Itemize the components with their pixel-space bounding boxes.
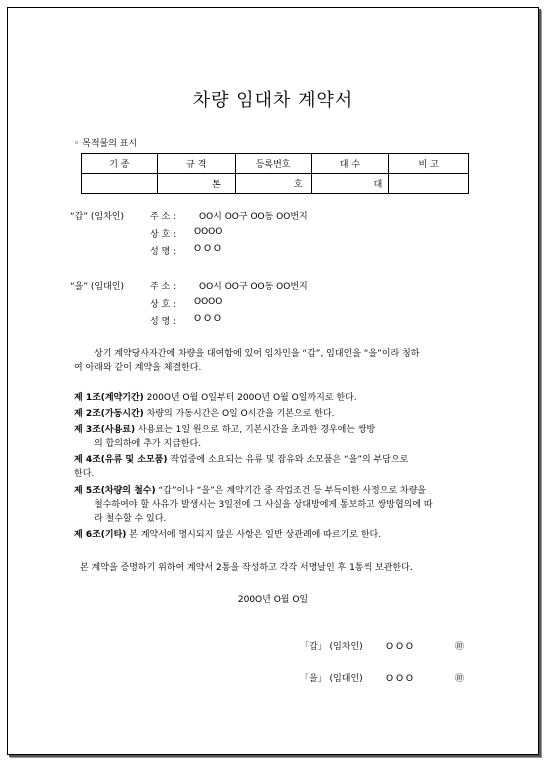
party-b-firm: OOOO xyxy=(194,297,223,307)
party-a-name: O O O xyxy=(194,244,221,254)
article-5-continued: 철수하여야 할 사유가 발생시는 3일전에 그 사실을 상대방에게 통보하고 쌍방협의에 따 xyxy=(94,500,433,510)
contract-date: 200O년 O월 O일 xyxy=(237,595,309,605)
document-title: 차량 임대차 계약서 xyxy=(192,90,354,111)
intro-line: 여 아래와 같이 계약을 체결한다. xyxy=(74,363,202,373)
table-cell: 호 xyxy=(235,174,311,194)
article-heading: 제 5조(차량의 철수) xyxy=(74,486,156,496)
party-a-firm: OOOO xyxy=(194,227,223,237)
table-row xyxy=(82,174,469,194)
article-4 xyxy=(74,454,408,467)
party-b-address: OO시 OO구 OO동 OO번지 xyxy=(199,282,308,292)
article-text: 본 계약서에 명시되지 않은 사항은 일반 상관례에 따르기로 한다. xyxy=(129,530,382,540)
subject-label: ◦ 목적물의 표시 xyxy=(74,139,138,149)
article-4-continued: 한다. xyxy=(74,469,95,479)
article-text: 작업중에 소요되는 유류 및 잡유와 소모품은 “을”의 부담으로 xyxy=(170,455,409,465)
article-heading: 제 1조(계약기간) xyxy=(74,393,144,403)
article-heading: 제 6조(기타) xyxy=(74,530,127,540)
party-a-firm-label: 상 호 : xyxy=(150,230,177,240)
table-cell: 대 xyxy=(311,174,389,194)
party-a-label: “갑” (임차인) xyxy=(70,212,124,222)
article-3 xyxy=(74,424,375,437)
article-text: 차량의 가동시간은 O일 O시간을 기본으로 한다. xyxy=(146,409,335,419)
party-b-address-label: 주 소 : xyxy=(150,282,177,292)
article-1 xyxy=(74,392,357,405)
signature-b-label: 「을」 (임대인) xyxy=(300,674,363,684)
contract-page xyxy=(7,7,539,755)
party-b-label: “을” (임대인) xyxy=(70,282,124,292)
party-b-name-label: 성 명 : xyxy=(150,317,177,327)
seal-icon: ㊞ xyxy=(455,642,465,652)
signature-a-name: O O O xyxy=(386,642,413,652)
table-header: 등록번호 xyxy=(235,154,311,174)
article-text: 200O년 O월 O일부터 200O년 O월 O일까지로 한다. xyxy=(146,393,357,403)
article-heading: 제 2조(가동시간) xyxy=(74,409,144,419)
table-cell xyxy=(389,174,469,194)
table-cell xyxy=(82,174,158,194)
party-a-address: OO시 OO구 OO동 OO번지 xyxy=(199,212,308,222)
article-6 xyxy=(74,529,381,542)
article-text: 사용료는 1일 원으로 하고, 기본시간을 초과한 경우에는 쌍방 xyxy=(137,425,376,435)
article-3-continued: 의 합의하에 추가 지급한다. xyxy=(94,439,202,449)
article-heading: 제 4조(유류 및 소모품) xyxy=(74,455,168,465)
table-header: 기 종 xyxy=(82,154,158,174)
table-header: 규 격 xyxy=(157,154,235,174)
closing-statement: 본 계약을 증명하기 위하여 계약서 2통을 작성하고 각각 서명날인 후 1통씩 보관한다. xyxy=(80,563,413,573)
intro-line: 상기 계약당사자간에 차량을 대여함에 있어 임차인을 “갑”, 임대인을 “을”이라 칭하 xyxy=(94,349,420,359)
article-2 xyxy=(74,408,335,421)
party-a-name-label: 성 명 : xyxy=(150,247,177,257)
table-cell: 톤 xyxy=(157,174,235,194)
goods-table xyxy=(81,153,469,194)
table-header: 대 수 xyxy=(311,154,389,174)
article-text: “갑”이나 “을”은 계약기간 중 작업조건 등 부득이한 사정으로 차량을 xyxy=(158,486,427,496)
party-b-firm-label: 상 호 : xyxy=(150,300,177,310)
seal-icon: ㊞ xyxy=(455,674,465,684)
signature-b-name: O O O xyxy=(386,674,413,684)
article-5-continued: 라 철수할 수 있다. xyxy=(94,514,167,524)
table-header-row xyxy=(82,154,469,174)
table-header: 비 고 xyxy=(389,154,469,174)
article-heading: 제 3조(사용료) xyxy=(74,425,136,435)
signature-a-label: 「갑」 (임차인) xyxy=(300,642,363,652)
party-a-address-label: 주 소 : xyxy=(150,212,177,222)
party-b-name: O O O xyxy=(194,314,221,324)
article-5 xyxy=(74,485,426,498)
